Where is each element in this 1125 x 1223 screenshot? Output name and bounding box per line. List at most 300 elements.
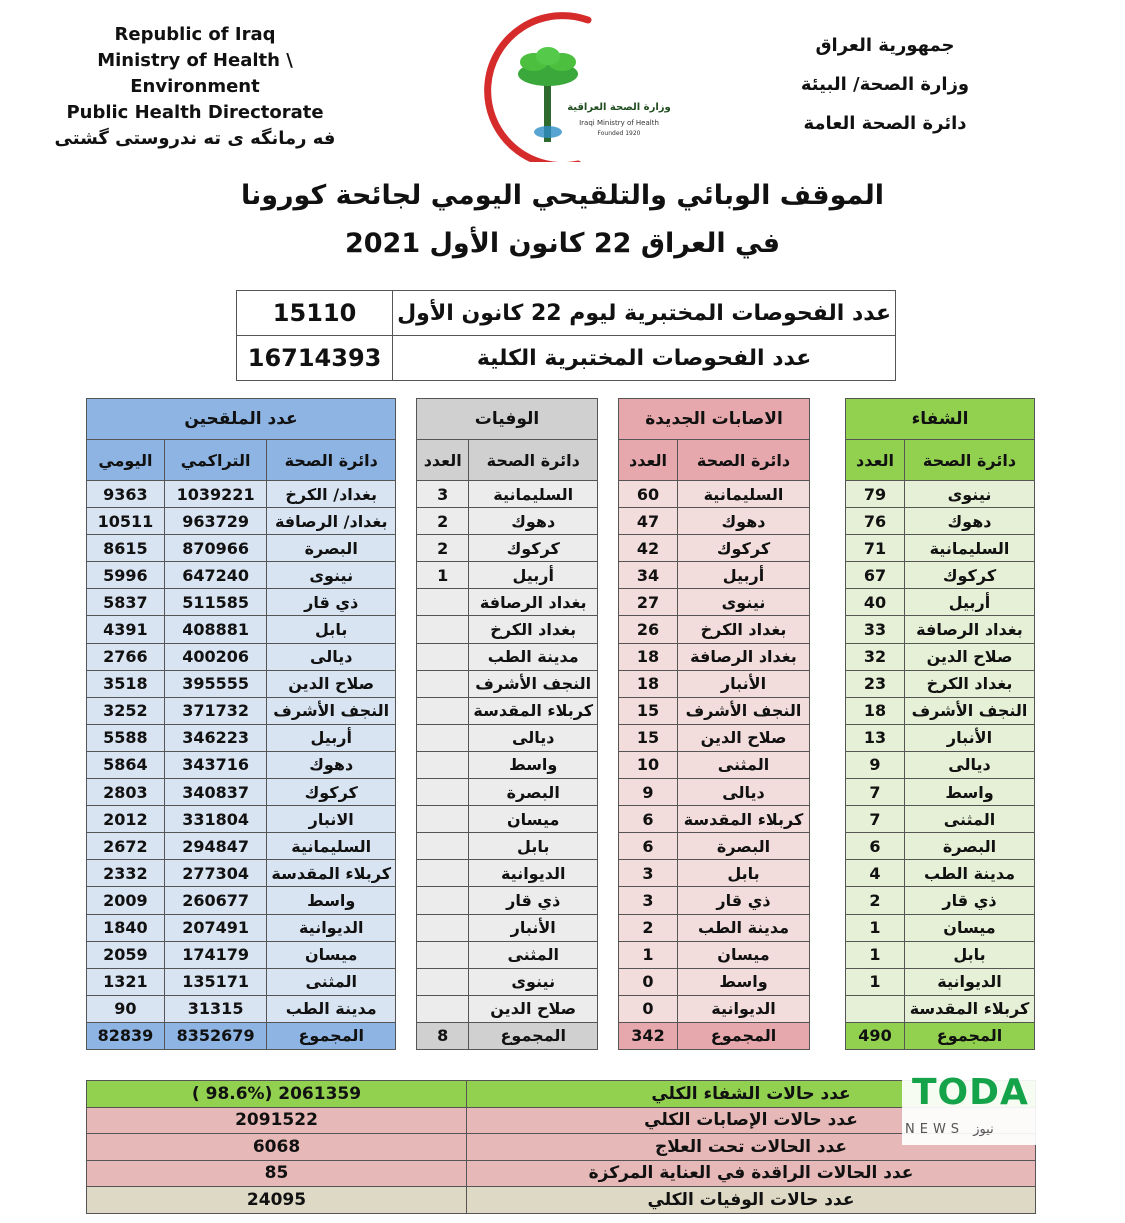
daily-cell: 1321 <box>87 968 165 995</box>
watermark-subtitle: NEWS نيوز <box>905 1122 994 1137</box>
table-row <box>417 724 598 751</box>
count-cell: 67 <box>846 562 905 589</box>
count-cell: 42 <box>619 535 678 562</box>
count-cell: 23 <box>846 670 905 697</box>
table-row <box>87 833 396 860</box>
dept-cell: ذي قار <box>469 887 598 914</box>
dept-cell: كربلاء المقدسة <box>469 697 598 724</box>
table-row <box>87 941 396 968</box>
table-row <box>619 643 810 670</box>
count-cell <box>417 860 469 887</box>
table-row <box>619 779 810 806</box>
daily-cell: 2672 <box>87 833 165 860</box>
table-row <box>417 941 598 968</box>
count-cell: 4 <box>846 860 905 887</box>
table-row <box>417 589 598 616</box>
table-row <box>87 751 396 778</box>
summary-row <box>87 1134 1036 1161</box>
count-cell <box>417 697 469 724</box>
count-cell: 2 <box>619 914 678 941</box>
table-row <box>846 589 1035 616</box>
table-row <box>87 806 396 833</box>
daily-cell: 5864 <box>87 751 165 778</box>
dept-cell: دهوك <box>267 751 396 778</box>
daily-cell: 2803 <box>87 779 165 806</box>
dept-cell: السليمانية <box>267 833 396 860</box>
recovery-total-label: المجموع <box>905 1022 1035 1049</box>
col-count: العدد <box>417 440 469 481</box>
count-cell: 15 <box>619 724 678 751</box>
dept-cell: صلاح الدين <box>469 995 598 1022</box>
daily-cell: 8615 <box>87 535 165 562</box>
col-dept: دائرة الصحة <box>267 440 396 481</box>
count-cell: 1 <box>846 968 905 995</box>
count-cell <box>417 779 469 806</box>
col-daily: اليومي <box>87 440 165 481</box>
dept-cell: البصرة <box>469 779 598 806</box>
daily-cell: 9363 <box>87 481 165 508</box>
table-row <box>417 562 598 589</box>
dept-cell: الديوانية <box>469 860 598 887</box>
total-tests-label: عدد الفحوصات المختبرية الكلية <box>393 336 896 381</box>
table-row <box>87 670 396 697</box>
table-row <box>846 643 1035 670</box>
dept-cell: ذي قار <box>905 887 1035 914</box>
dept-cell: كربلاء المقدسة <box>678 806 810 833</box>
dept-cell: ذي قار <box>267 589 396 616</box>
dept-cell: المثنى <box>469 941 598 968</box>
table-row <box>417 860 598 887</box>
dept-cell: النجف الأشرف <box>905 697 1035 724</box>
count-cell: 7 <box>846 806 905 833</box>
count-cell <box>846 995 905 1022</box>
cumulative-cell: 408881 <box>164 616 267 643</box>
dept-cell: واسط <box>678 968 810 995</box>
dept-cell: ميسان <box>469 806 598 833</box>
dept-cell: مدينة الطب <box>905 860 1035 887</box>
dept-cell: بغداد/ الكرخ <box>267 481 396 508</box>
count-cell: 40 <box>846 589 905 616</box>
count-cell: 47 <box>619 508 678 535</box>
cumulative-cell: 963729 <box>164 508 267 535</box>
dept-cell: البصرة <box>678 833 810 860</box>
count-cell <box>417 833 469 860</box>
col-count: العدد <box>619 440 678 481</box>
count-cell: 32 <box>846 643 905 670</box>
table-row <box>619 860 810 887</box>
dept-cell: بغداد الكرخ <box>469 616 598 643</box>
col-cumulative: التراكمي <box>164 440 267 481</box>
dept-cell: بغداد الرصافة <box>469 589 598 616</box>
dept-cell: صلاح الدين <box>678 724 810 751</box>
table-row <box>87 589 396 616</box>
count-cell: 18 <box>846 697 905 724</box>
table-row <box>619 589 810 616</box>
table-row <box>846 968 1035 995</box>
table-row <box>417 968 598 995</box>
dept-cell: بابل <box>905 941 1035 968</box>
daily-cell: 2766 <box>87 643 165 670</box>
table-row <box>619 995 810 1022</box>
table-row <box>846 914 1035 941</box>
table-row <box>619 914 810 941</box>
dept-cell: ديالى <box>905 751 1035 778</box>
dept-cell: بغداد الكرخ <box>678 616 810 643</box>
count-cell: 60 <box>619 481 678 508</box>
dept-cell: صلاح الدين <box>267 670 396 697</box>
table-row <box>619 562 810 589</box>
dept-cell: الأنبار <box>469 914 598 941</box>
cumulative-cell: 294847 <box>164 833 267 860</box>
dept-cell: كركوك <box>469 535 598 562</box>
dept-cell: السليمانية <box>678 481 810 508</box>
count-cell: 6 <box>619 806 678 833</box>
table-row <box>417 481 598 508</box>
daily-cell: 5588 <box>87 724 165 751</box>
dept-cell: ذي قار <box>678 887 810 914</box>
cumulative-cell: 277304 <box>164 860 267 887</box>
daily-cell: 4391 <box>87 616 165 643</box>
daily-cell: 5996 <box>87 562 165 589</box>
table-row <box>417 833 598 860</box>
daily-cell: 3252 <box>87 697 165 724</box>
count-cell: 71 <box>846 535 905 562</box>
table-row <box>619 724 810 751</box>
daily-tests-label: عدد الفحوصات المختبرية ليوم 22 كانون الأول <box>393 291 896 336</box>
count-cell <box>417 670 469 697</box>
dept-cell: بغداد الرصافة <box>678 643 810 670</box>
table-row <box>619 670 810 697</box>
dept-cell: أربيل <box>267 724 396 751</box>
table-row <box>237 336 896 381</box>
dept-cell: صلاح الدين <box>905 643 1035 670</box>
count-cell <box>417 751 469 778</box>
dept-cell: أربيل <box>905 589 1035 616</box>
cumulative-cell: 1039221 <box>164 481 267 508</box>
table-row <box>87 724 396 751</box>
cumulative-cell: 174179 <box>164 941 267 968</box>
table-row <box>87 481 396 508</box>
table-row <box>619 481 810 508</box>
cumulative-cell: 343716 <box>164 751 267 778</box>
table-row <box>846 833 1035 860</box>
count-cell: 3 <box>619 887 678 914</box>
table-row <box>846 887 1035 914</box>
dept-cell: كركوك <box>267 779 396 806</box>
table-row <box>87 860 396 887</box>
dept-cell: واسط <box>905 779 1035 806</box>
dept-cell: ميسان <box>267 941 396 968</box>
dept-cell: نينوى <box>905 481 1035 508</box>
count-cell: 2 <box>417 508 469 535</box>
count-cell: 9 <box>846 751 905 778</box>
cumulative-cell: 331804 <box>164 806 267 833</box>
table-row <box>87 887 396 914</box>
dept-cell: السليمانية <box>469 481 598 508</box>
table-row <box>619 697 810 724</box>
report-title-line-2: في العراق 22 كانون الأول 2021 <box>344 228 781 259</box>
table-row <box>619 535 810 562</box>
recovery-title: الشفاء <box>846 399 1035 440</box>
dept-cell: مدينة الطب <box>267 995 396 1022</box>
daily-cell: 2059 <box>87 941 165 968</box>
recovery-table <box>845 398 1035 1050</box>
vaccinated-total-daily: 82839 <box>87 1022 165 1049</box>
table-row <box>417 670 598 697</box>
table-row <box>87 968 396 995</box>
table-row <box>846 779 1035 806</box>
summary-label: عدد الحالات الراقدة في العناية المركزة <box>467 1160 1036 1187</box>
dept-cell: أربيل <box>469 562 598 589</box>
count-cell: 10 <box>619 751 678 778</box>
daily-tests-value: 15110 <box>237 291 393 336</box>
table-row <box>619 968 810 995</box>
count-cell <box>417 914 469 941</box>
table-row <box>619 751 810 778</box>
header-ar-line-2: وزارة الصحة/ البيئة <box>800 74 970 95</box>
logo-founded-text: Founded 1920 <box>597 130 641 137</box>
count-cell <box>417 643 469 670</box>
summary-value: ( 98.6%) 2061359 <box>87 1081 467 1108</box>
header-en-line-3: Public Health Directorate <box>66 102 324 123</box>
count-cell <box>417 995 469 1022</box>
count-cell: 33 <box>846 616 905 643</box>
table-row <box>846 697 1035 724</box>
count-cell: 15 <box>619 697 678 724</box>
table-row <box>417 914 598 941</box>
table-row <box>417 806 598 833</box>
vaccinated-title: عدد الملقحين <box>87 399 396 440</box>
count-cell: 0 <box>619 968 678 995</box>
table-row <box>87 508 396 535</box>
count-cell: 6 <box>619 833 678 860</box>
table-row <box>417 508 598 535</box>
watermark-logo-text: TODA <box>912 1072 1029 1113</box>
table-row <box>619 616 810 643</box>
table-row <box>417 535 598 562</box>
daily-cell: 3518 <box>87 670 165 697</box>
cumulative-cell: 511585 <box>164 589 267 616</box>
table-row <box>846 751 1035 778</box>
daily-cell: 10511 <box>87 508 165 535</box>
table-row <box>846 670 1035 697</box>
cases-total: 342 <box>619 1022 678 1049</box>
dept-cell: دهوك <box>678 508 810 535</box>
summary-row <box>87 1107 1036 1134</box>
count-cell: 27 <box>619 589 678 616</box>
cumulative-cell: 260677 <box>164 887 267 914</box>
logo-english-text: Iraqi Ministry of Health <box>579 119 659 127</box>
cumulative-cell: 31315 <box>164 995 267 1022</box>
deaths-title: الوفيات <box>417 399 598 440</box>
dept-cell: مدينة الطب <box>469 643 598 670</box>
summary-table <box>86 1080 1036 1214</box>
dept-cell: ديالى <box>469 724 598 751</box>
dept-cell: الديوانية <box>678 995 810 1022</box>
dept-cell: واسط <box>267 887 396 914</box>
summary-row <box>87 1081 1036 1108</box>
palm-tree-icon <box>468 12 668 162</box>
summary-value: 85 <box>87 1160 467 1187</box>
cumulative-cell: 371732 <box>164 697 267 724</box>
count-cell <box>417 724 469 751</box>
summary-value: 2091522 <box>87 1107 467 1134</box>
table-row <box>846 941 1035 968</box>
count-cell: 76 <box>846 508 905 535</box>
summary-label: عدد حالات الوفيات الكلي <box>467 1187 1036 1214</box>
header-arabic-block <box>785 26 985 143</box>
table-row <box>417 995 598 1022</box>
table-row <box>417 887 598 914</box>
count-cell: 1 <box>417 562 469 589</box>
total-tests-value: 16714393 <box>237 336 393 381</box>
count-cell: 3 <box>619 860 678 887</box>
col-dept: دائرة الصحة <box>469 440 598 481</box>
dept-cell: نينوى <box>267 562 396 589</box>
table-row <box>87 616 396 643</box>
table-row <box>846 508 1035 535</box>
dept-cell: بغداد الكرخ <box>905 670 1035 697</box>
cumulative-cell: 346223 <box>164 724 267 751</box>
col-dept: دائرة الصحة <box>905 440 1035 481</box>
summary-row <box>87 1160 1036 1187</box>
table-row <box>417 751 598 778</box>
table-row <box>237 291 896 336</box>
summary-label: عدد حالات الإصابات الكلي <box>467 1107 1036 1134</box>
table-row <box>87 779 396 806</box>
daily-cell: 5837 <box>87 589 165 616</box>
dept-cell: المثنى <box>267 968 396 995</box>
dept-cell: بابل <box>267 616 396 643</box>
table-row <box>87 562 396 589</box>
summary-value: 6068 <box>87 1134 467 1161</box>
dept-cell: مدينة الطب <box>678 914 810 941</box>
count-cell: 1 <box>846 914 905 941</box>
dept-cell: الأنبار <box>905 724 1035 751</box>
header-en-line-1: Republic of Iraq <box>114 24 276 45</box>
col-count: العدد <box>846 440 905 481</box>
lab-tests-table <box>236 290 896 381</box>
count-cell <box>417 589 469 616</box>
cases-title: الاصابات الجديدة <box>619 399 810 440</box>
table-row <box>417 616 598 643</box>
dept-cell: الديوانية <box>267 914 396 941</box>
daily-cell: 2332 <box>87 860 165 887</box>
table-row <box>619 833 810 860</box>
count-cell: 3 <box>417 481 469 508</box>
table-row <box>619 941 810 968</box>
cumulative-cell: 207491 <box>164 914 267 941</box>
dept-cell: نينوى <box>678 589 810 616</box>
header-ar-line-3: دائرة الصحة العامة <box>803 113 967 134</box>
table-row <box>846 535 1035 562</box>
summary-label: عدد حالات الشفاء الكلي <box>467 1081 1036 1108</box>
summary-value: 24095 <box>87 1187 467 1214</box>
daily-cell: 1840 <box>87 914 165 941</box>
header-english-block <box>40 22 350 152</box>
dept-cell: الانبار <box>267 806 396 833</box>
vaccinated-total-label: المجموع <box>267 1022 396 1049</box>
count-cell: 1 <box>619 941 678 968</box>
header-en-line-4: فه رمانگه ی ته ندروستی گشتی <box>54 128 336 149</box>
count-cell: 18 <box>619 643 678 670</box>
count-cell: 2 <box>846 887 905 914</box>
table-row <box>619 887 810 914</box>
dept-cell: أربيل <box>678 562 810 589</box>
ministry-logo <box>468 12 671 162</box>
table-row <box>846 995 1035 1022</box>
vaccinated-total-cumulative: 8352679 <box>164 1022 267 1049</box>
dept-cell: بابل <box>469 833 598 860</box>
dept-cell: كركوك <box>678 535 810 562</box>
count-cell: 26 <box>619 616 678 643</box>
table-row <box>619 508 810 535</box>
dept-cell: بابل <box>678 860 810 887</box>
cumulative-cell: 870966 <box>164 535 267 562</box>
deaths-total-label: المجموع <box>469 1022 598 1049</box>
dept-cell: النجف الأشرف <box>678 697 810 724</box>
dept-cell: دهوك <box>469 508 598 535</box>
dept-cell: النجف الأشرف <box>267 697 396 724</box>
cumulative-cell: 400206 <box>164 643 267 670</box>
count-cell <box>417 616 469 643</box>
table-row <box>87 914 396 941</box>
table-row <box>846 724 1035 751</box>
table-row <box>417 779 598 806</box>
dept-cell: بغداد الرصافة <box>905 616 1035 643</box>
deaths-total: 8 <box>417 1022 469 1049</box>
summary-row <box>87 1187 1036 1214</box>
table-row <box>87 643 396 670</box>
deaths-table <box>416 398 598 1050</box>
table-row <box>846 860 1035 887</box>
table-row <box>417 643 598 670</box>
dept-cell: ديالى <box>267 643 396 670</box>
summary-label: عدد الحالات تحت العلاج <box>467 1134 1036 1161</box>
table-row <box>417 697 598 724</box>
table-row <box>846 616 1035 643</box>
daily-cell: 2009 <box>87 887 165 914</box>
count-cell <box>417 887 469 914</box>
dept-cell: ميسان <box>678 941 810 968</box>
count-cell: 7 <box>846 779 905 806</box>
dept-cell: النجف الأشرف <box>469 670 598 697</box>
table-row <box>87 535 396 562</box>
count-cell: 0 <box>619 995 678 1022</box>
daily-cell: 2012 <box>87 806 165 833</box>
dept-cell: نينوى <box>469 968 598 995</box>
dept-cell: الديوانية <box>905 968 1035 995</box>
dept-cell: ميسان <box>905 914 1035 941</box>
dept-cell: كركوك <box>905 562 1035 589</box>
count-cell <box>417 806 469 833</box>
cases-total-label: المجموع <box>678 1022 810 1049</box>
table-row <box>846 562 1035 589</box>
daily-cell: 90 <box>87 995 165 1022</box>
new-cases-table <box>618 398 810 1050</box>
dept-cell: الأنبار <box>678 670 810 697</box>
header-ar-line-1: جمهورية العراق <box>815 35 955 56</box>
count-cell: 2 <box>417 535 469 562</box>
table-row <box>619 806 810 833</box>
dept-cell: دهوك <box>905 508 1035 535</box>
cumulative-cell: 395555 <box>164 670 267 697</box>
count-cell: 6 <box>846 833 905 860</box>
dept-cell: كربلاء المقدسة <box>905 995 1035 1022</box>
dept-cell: البصرة <box>905 833 1035 860</box>
dept-cell: السليمانية <box>905 535 1035 562</box>
count-cell <box>417 968 469 995</box>
